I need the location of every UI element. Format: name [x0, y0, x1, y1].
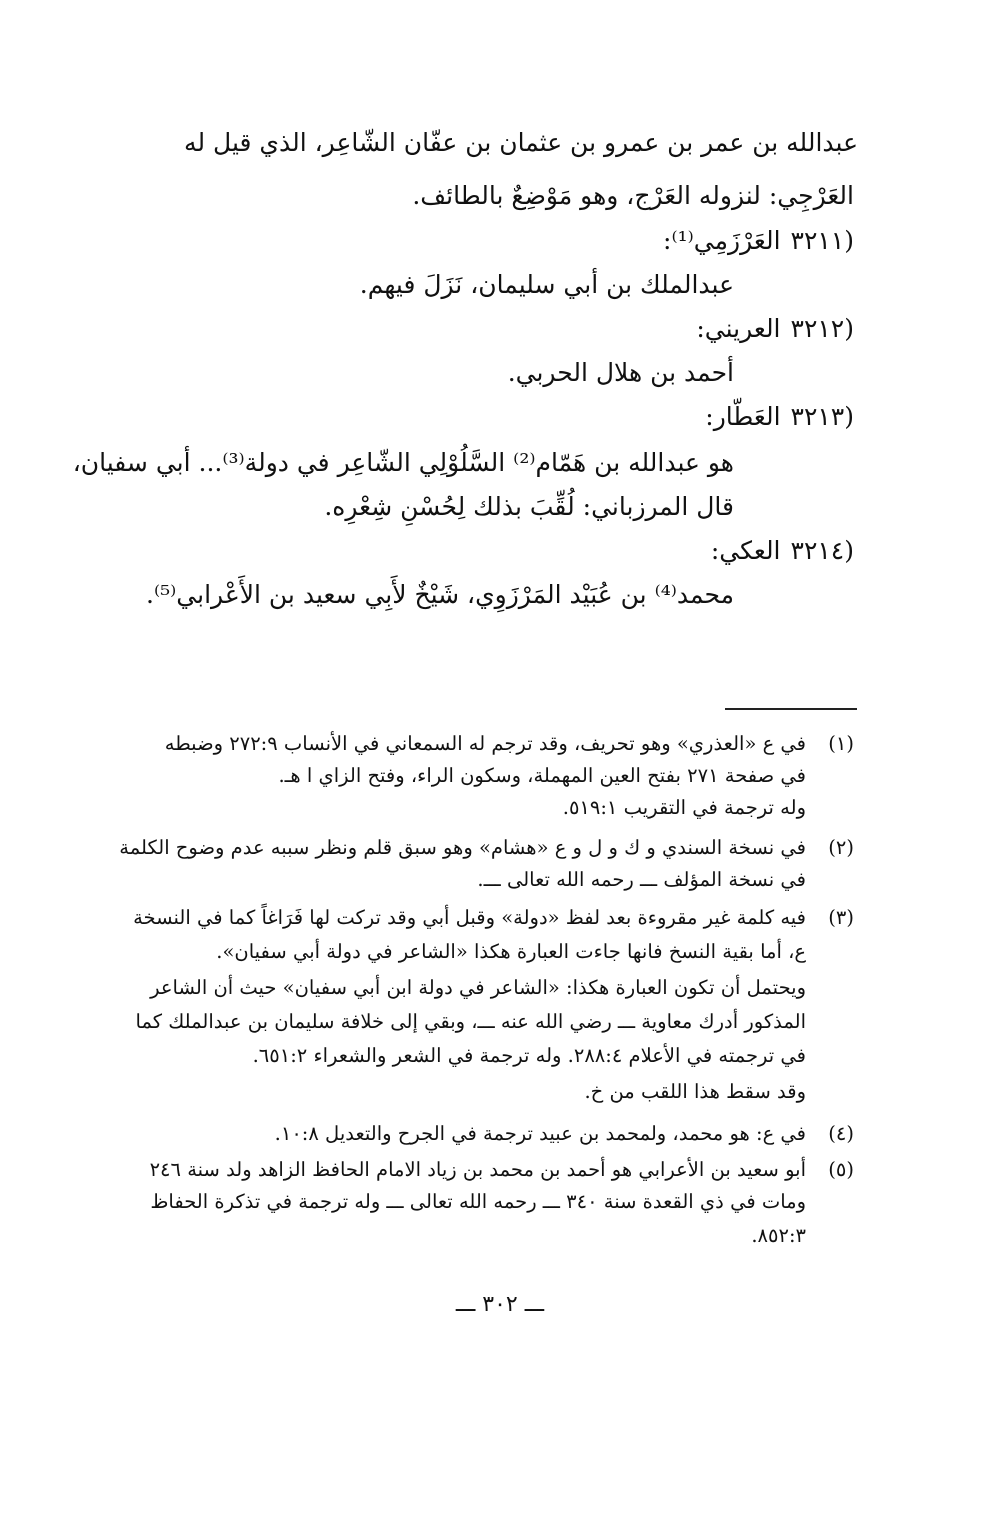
footnote-marker: (١) — [828, 732, 854, 755]
footnote-line: في ترجمته في الأعلام ٢٨٨:٤. وله ترجمة في الشعر والشعراء ٦٥١:٢. — [252, 1044, 806, 1067]
footnote-line: في صفحة ٢٧١ بفتح العين المهملة، وسكون الراء، وفتح الزاي ا هـ. — [278, 764, 806, 787]
footnote-line: في نسخة المؤلف ـــ رحمه الله تعالى ـــ. — [477, 868, 806, 891]
entry-heading — [711, 534, 854, 568]
intro-line-1: عبدالله بن عمر بن عمرو بن عثمان بن عفّان الشّاعِر، الذي قيل له — [184, 128, 858, 157]
footnote-line: فيه كلمة غير مقروءة بعد لفظ «دولة» وقبل أبي وقد تركت لها فَرَاغاً كما في النسخة — [133, 906, 806, 929]
entry-heading — [696, 312, 854, 346]
footnote-marker: (٣) — [828, 906, 854, 929]
entry-title: العريني: — [696, 314, 781, 343]
page-number: ـــ ٣٠٢ ـــ — [455, 1292, 545, 1317]
entry-body: أحمد بن هلال الحربي. — [507, 358, 734, 387]
footnote-line: ٨٥٢:٣. — [751, 1224, 806, 1247]
entry-heading — [663, 224, 854, 258]
entry-number: (٣٢١٢ — [790, 314, 854, 343]
entry-body: هو عبدالله بن هَمّام⁽²⁾ السَّلُوْلِي الشّاعِر في دولة⁽³⁾... أبي سفيان، — [72, 448, 734, 477]
footnote-line: ع، أما بقية النسخ فانها جاءت العبارة هكذا «الشاعر في دولة أبي سفيان». — [216, 940, 806, 963]
entry-body: قال المرزباني: لُقِّبَ بذلك لِحُسْنِ شِعْرِه. — [324, 492, 734, 521]
footnote-line: ويحتمل أن تكون العبارة هكذا: «الشاعر في دولة ابن أبي سفيان» حيث أن الشاعر — [150, 976, 806, 999]
footnote-line: وقد سقط هذا اللقب من خ. — [584, 1080, 806, 1103]
entry-number: (٣٢١٣ — [790, 402, 854, 431]
entry-heading — [705, 400, 854, 434]
footnote-line: المذكور أدرك معاوية ـــ رضي الله عنه ـــ، وبقي إلى خلافة سليمان بن عبدالملك كما — [135, 1010, 806, 1033]
entry-body: محمد⁽⁴⁾ بن عُبَيْد المَرْزَوِي، شَيْخٌ لأَبِي سعيد بن الأَعْرابي⁽⁵⁾. — [146, 580, 734, 609]
entry-number: (٣٢١٤ — [790, 536, 854, 565]
footnote-line: في ع «العذري» وهو تحريف، وقد ترجم له السمعاني في الأنساب ٢٧٢:٩ وضبطه — [164, 732, 806, 755]
intro-line-2: العَرْجِي: لنزوله العَرْج، وهو مَوْضِعٌ بالطائف. — [412, 181, 854, 210]
footnote-line: في نسخة السندي و ك و ل و ع «هشام» وهو سبق قلم ونظر سببه عدم وضوح الكلمة — [119, 836, 806, 859]
footnote-marker: (٥) — [828, 1158, 854, 1181]
footnote-line: في ع: هو محمد، ولمحمد بن عبيد ترجمة في الجرح والتعديل ١٠:٨. — [274, 1122, 806, 1145]
footnote-line: وله ترجمة في التقريب ٥١٩:١. — [562, 796, 806, 819]
entry-title: العكي: — [710, 536, 781, 565]
entry-number: (٣٢١١ — [790, 226, 854, 255]
footnote-marker: (٢) — [828, 836, 854, 859]
entry-body: عبدالملك بن أبي سليمان، نَزَلَ فيهم. — [359, 270, 734, 299]
footnote-line: أبو سعيد بن الأعرابي هو أحمد بن محمد بن زياد الامام الحافظ الزاهد ولد سنة ٢٤٦ — [149, 1158, 806, 1181]
footnote-marker: (٤) — [828, 1122, 854, 1145]
footnote-rule — [725, 708, 857, 710]
footnote-line: ومات في ذي القعدة سنة ٣٤٠ ـــ رحمه الله تعالى ـــ وله ترجمة في تذكرة الحفاظ — [150, 1190, 806, 1213]
entry-title: العَطّار: — [705, 402, 781, 431]
entry-title: العَرْزَمِي⁽¹⁾: — [663, 226, 781, 255]
